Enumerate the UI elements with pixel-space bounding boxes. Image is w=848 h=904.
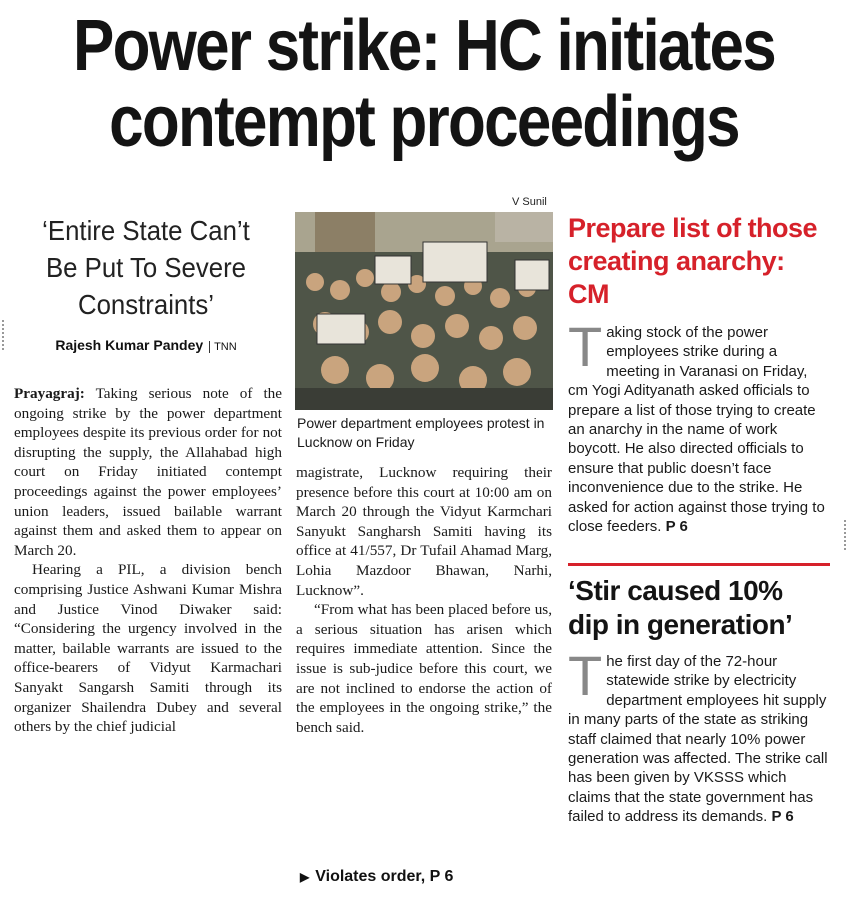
sidebar-2-text	[568, 644, 830, 827]
protest-photo	[295, 212, 553, 410]
story-paragraph: “From what has been placed before us, a serious situation has arisen which requires immediate attention. Since the issue is sub-judice before this court, we are not inclined to endorse the action of the employees in the ongoing strike,” the bench said.	[296, 601, 552, 736]
main-story-kicker-block	[10, 212, 282, 353]
main-story-body-col-2	[296, 463, 552, 737]
sidebar-1-headline: Prepare list of those creating anarchy: CM	[568, 213, 818, 309]
photo-credit: V Sunil	[512, 196, 547, 208]
byline-agency: TNN	[209, 341, 237, 353]
play-arrow-icon: ▶	[300, 870, 310, 884]
headline	[59, 8, 788, 160]
headline-line-2: contempt proceedings	[109, 82, 739, 162]
kicker-line: Be Put To Severe	[45, 252, 247, 283]
kicker-line: Constraints’	[77, 289, 215, 320]
main-story-kicker	[21, 212, 271, 323]
sidebar-2-body: he first day of the 72-hour statewide strike by electricity department employees hit supply in many parts of the state as striking staff claimed that nearly 10% power generation was affected. The strike call has been given by VKSSS which claims that the state government has failed to address its demands.	[568, 653, 828, 826]
dateline: Prayagraj:	[14, 385, 85, 402]
byline-author: Rajesh Kumar Pandey	[55, 337, 204, 353]
sidebar-divider	[568, 563, 830, 566]
sidebar-1-text	[568, 315, 830, 536]
main-story-body-col-1	[14, 384, 282, 737]
kicker-line: ‘Entire State Can’t	[42, 215, 250, 246]
sidebar-1-page-ref: P 6	[665, 518, 688, 536]
story-paragraph: Taking serious note of the ongoing strike by the power department employees despite its previous order for not disrupting the supply, the Allahabad high court on Friday initiated contempt proceedings against the power employees’ union leaders, issued bailable warrant against them and asked them to appear on March 20.	[14, 385, 282, 559]
story-paragraph: Hearing a PIL, a division bench comprising Justice Ashwani Kumar Mishra and Justice Vinod Diwaker said: “Considering the urgency involved in the matter, bailable warrants are issued to the office-bearers of Vidyut Karmachari Sanyakt Sangarsh Samiti through its organizer Shailendra Dubey and several others by the chief judicial	[14, 561, 282, 736]
fold-marker-right	[842, 520, 846, 550]
sidebar-1-body: aking stock of the power employees strike during a meeting in Varanasi on Friday, cm Yogi Adityanath asked officials to prepare a list of those trying to create an anarchy in the name of work boycott. He also directed officials to ensure that public doesn’t face inconvenience due to the strike. He asked for action against those trying to close feeders.	[568, 324, 825, 536]
sidebar-column	[568, 212, 830, 536]
sidebar-1-dropcap: T	[568, 315, 603, 378]
protest-photo-illustration	[295, 212, 553, 410]
headline-line-1: Power strike: HC initiates	[72, 6, 775, 86]
jump-reference[interactable]	[300, 868, 453, 886]
byline	[10, 337, 282, 353]
sidebar-2-headline: ‘Stir caused 10% dip in generation’	[568, 575, 793, 640]
jump-reference-text: Violates order, P 6	[315, 868, 454, 885]
sidebar-2-dropcap: T	[568, 644, 603, 707]
sidebar-2-page-ref: P 6	[771, 808, 794, 826]
photo-caption: Power department employees protest in Lucknow on Friday	[297, 415, 545, 450]
sidebar-2	[568, 574, 830, 827]
fold-marker-left	[2, 320, 6, 350]
story-paragraph: magistrate, Lucknow requiring their presence before this court at 10:00 am on March 20 through the Vidyut Karmchari Sanyukt Sangharsh Samiti having its office at 41/557, Dr Tufail Ahamad Marg, Lohia Mazdoor Bhawan, Narhi, Lucknow”.	[296, 464, 552, 599]
